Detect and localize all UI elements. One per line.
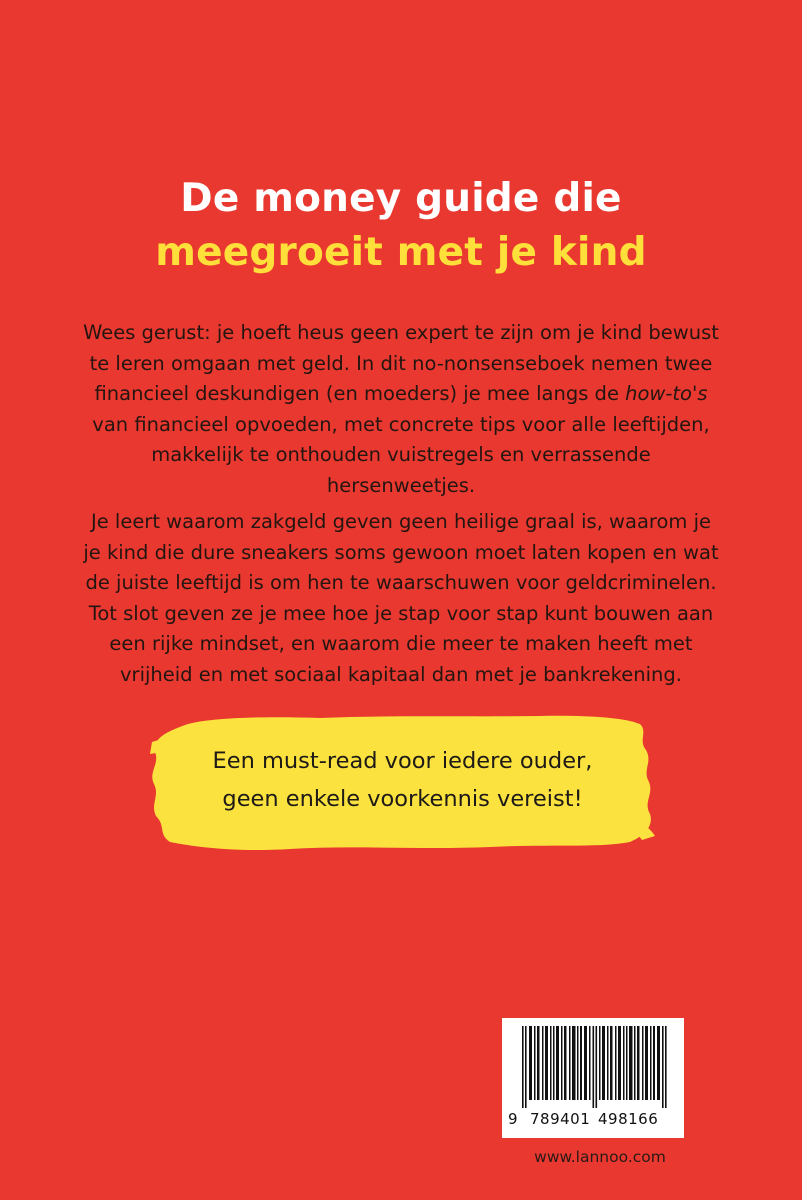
isbn-group-2: 498166 <box>598 1110 659 1128</box>
isbn-lead-digit: 9 <box>508 1110 518 1128</box>
quote-line-1: Een must-read voor iedere ouder, <box>212 748 593 774</box>
blurb-paragraph-2: Je leert waarom zakgeld geven geen heilige graal is, waarom je je kind die dure sneakers soms gewoon moet laten kopen en wat de juiste leeftijd is om hen te waarschuwen voor geldcriminelen. Tot slot geven ze je mee hoe je stap voor stap kunt bouwen aan een rijke mindset, en waarom die meer te maken heeft met vrijheid en met sociaal kapitaal dan met je bankrekening. <box>83 510 719 686</box>
title-line-1: De money guide die <box>180 176 622 221</box>
isbn-barcode <box>502 1018 684 1138</box>
highlighted-quote <box>150 742 655 818</box>
blurb-p1-text-b: van financieel opvoeden, met concrete tips voor alle leeftijden, makkelijk te onthouden vuistregels en verrassende hersenweetjes. <box>92 412 710 497</box>
blurb-p1-text-a: Wees gerust: je hoeft heus geen expert te zijn om je kind bewust te leren omgaan met geld. In dit no-nonsenseboek nemen twee financieel deskundigen (en moeders) je mee langs de <box>83 321 719 405</box>
blurb-paragraph-1 <box>80 318 722 501</box>
title-line-2: meegroeit met je kind <box>155 230 647 275</box>
quote-line-2: geen enkele voorkennis vereist! <box>222 786 583 812</box>
publisher-website: www.lannoo.com <box>534 1148 666 1166</box>
blurb-p1-italic: how-to's <box>625 382 708 405</box>
barcode-bars <box>522 1026 667 1108</box>
isbn-group-1: 789401 <box>530 1110 591 1128</box>
